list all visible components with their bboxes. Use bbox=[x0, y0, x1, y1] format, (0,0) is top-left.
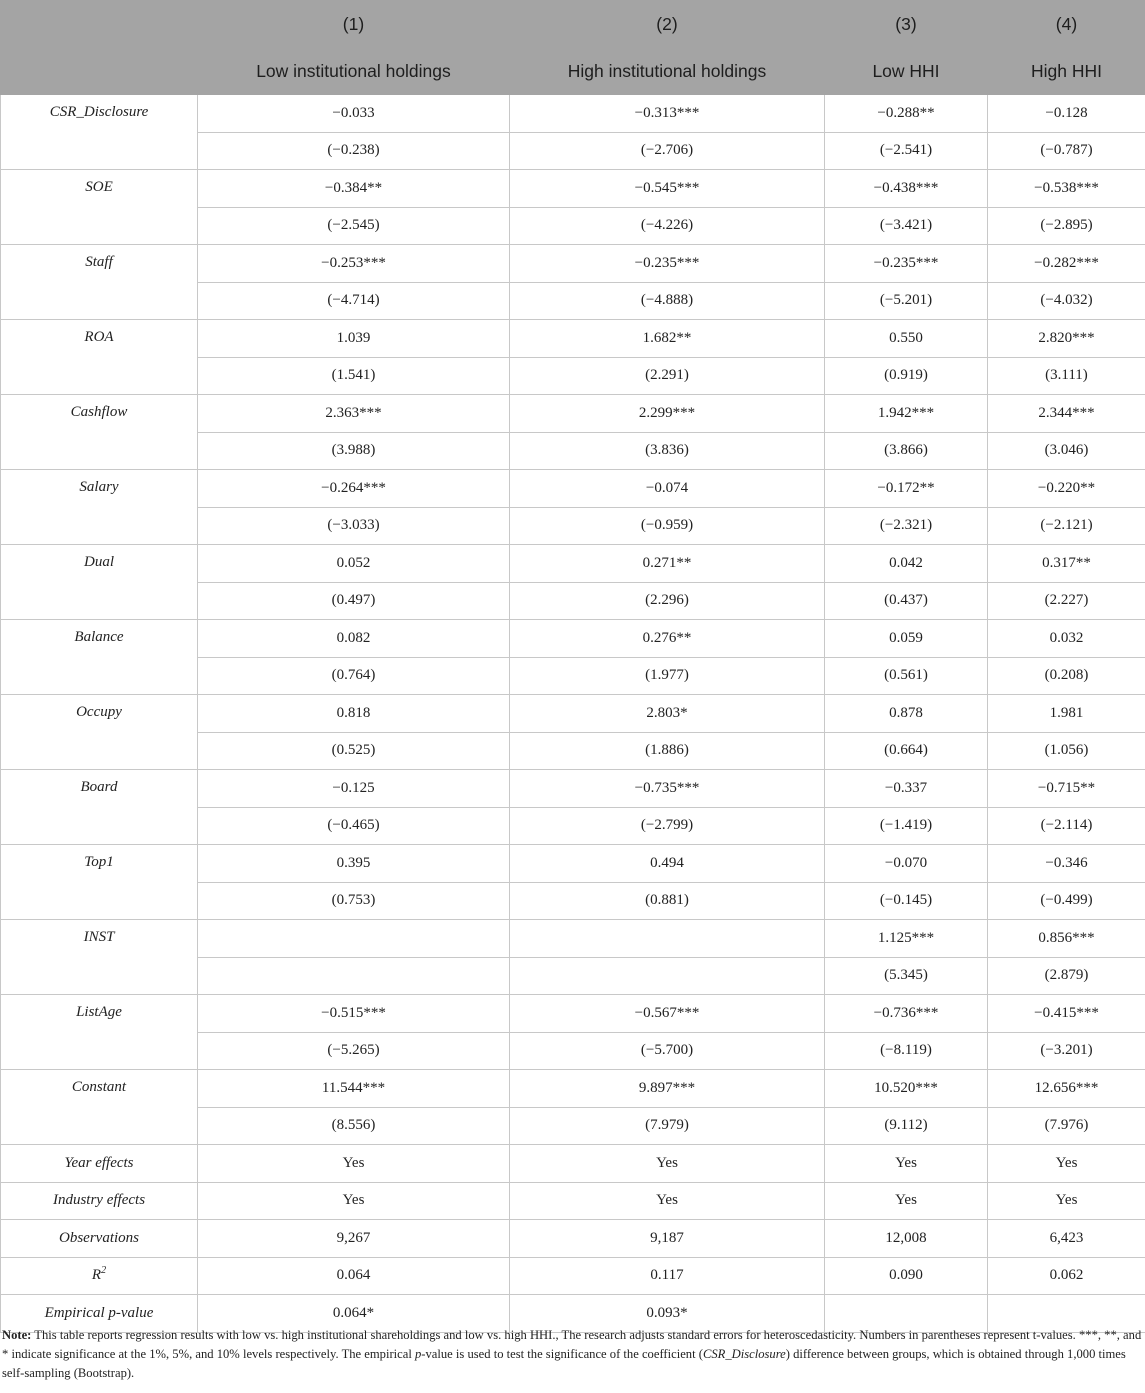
note-text: -value is used to test the significance of the coefficient ( bbox=[421, 1347, 703, 1361]
tstat-cell: (5.345) bbox=[825, 957, 988, 995]
coef-cell: −0.282*** bbox=[988, 245, 1145, 283]
tstat-cell: (3.836) bbox=[510, 432, 825, 470]
summary-value: Yes bbox=[825, 1145, 988, 1183]
coef-cell: 0.818 bbox=[198, 695, 510, 733]
coef-cell: 2.299*** bbox=[510, 395, 825, 433]
coef-cell: 0.042 bbox=[825, 545, 988, 583]
summary-label bbox=[1, 1220, 198, 1258]
tstat-cell: (0.525) bbox=[198, 732, 510, 770]
variable-coef-row bbox=[1, 245, 1145, 283]
table-header bbox=[1, 1, 1145, 95]
summary-label bbox=[1, 1182, 198, 1220]
summary-value: Yes bbox=[198, 1182, 510, 1220]
tstat-cell bbox=[198, 957, 510, 995]
tstat-cell: (−2.799) bbox=[510, 807, 825, 845]
tstat-cell: (−5.700) bbox=[510, 1032, 825, 1070]
variable-name: Top1 bbox=[1, 845, 198, 920]
variable-coef-row bbox=[1, 770, 1145, 808]
note-label: Note: bbox=[2, 1328, 32, 1342]
coef-cell: −0.538*** bbox=[988, 170, 1145, 208]
column-label: Low HHI bbox=[825, 48, 988, 95]
column-number: (3) bbox=[825, 1, 988, 48]
table-body bbox=[1, 95, 1145, 1333]
column-number: (1) bbox=[198, 1, 510, 48]
coef-cell: 2.363*** bbox=[198, 395, 510, 433]
tstat-cell: (0.561) bbox=[825, 657, 988, 695]
tstat-cell: (−8.119) bbox=[825, 1032, 988, 1070]
coef-cell: 1.125*** bbox=[825, 920, 988, 958]
variable-coef-row bbox=[1, 695, 1145, 733]
variable-name: Occupy bbox=[1, 695, 198, 770]
coef-cell: 2.820*** bbox=[988, 320, 1145, 358]
coef-cell: −0.125 bbox=[198, 770, 510, 808]
tstat-cell: (−5.201) bbox=[825, 282, 988, 320]
column-number: (2) bbox=[510, 1, 825, 48]
summary-value: 9,267 bbox=[198, 1220, 510, 1258]
summary-row bbox=[1, 1257, 1145, 1295]
coef-cell: −0.172** bbox=[825, 470, 988, 508]
note-text: ) difference between groups, which is obtained through 1,000 times self-sampling (Bootstrap). bbox=[2, 1347, 1126, 1380]
variable-coef-row bbox=[1, 470, 1145, 508]
tstat-cell: (−5.265) bbox=[198, 1032, 510, 1070]
coef-cell: 0.032 bbox=[988, 620, 1145, 658]
tstat-cell: (0.919) bbox=[825, 357, 988, 395]
tstat-cell: (0.881) bbox=[510, 882, 825, 920]
variable-coef-row bbox=[1, 920, 1145, 958]
variable-name: CSR_Disclosure bbox=[1, 95, 198, 170]
coef-cell: −0.235*** bbox=[510, 245, 825, 283]
coef-cell: −0.074 bbox=[510, 470, 825, 508]
summary-value: 6,423 bbox=[988, 1220, 1145, 1258]
coef-cell: 0.550 bbox=[825, 320, 988, 358]
column-label: Low institutional holdings bbox=[198, 48, 510, 95]
variable-name: Board bbox=[1, 770, 198, 845]
tstat-cell: (−2.321) bbox=[825, 507, 988, 545]
variable-coef-row bbox=[1, 995, 1145, 1033]
tstat-cell: (0.753) bbox=[198, 882, 510, 920]
summary-row bbox=[1, 1220, 1145, 1258]
tstat-cell: (−3.033) bbox=[198, 507, 510, 545]
tstat-cell: (3.046) bbox=[988, 432, 1145, 470]
tstat-cell: (1.886) bbox=[510, 732, 825, 770]
coef-cell: 10.520*** bbox=[825, 1070, 988, 1108]
tstat-cell: (−0.959) bbox=[510, 507, 825, 545]
tstat-cell bbox=[510, 957, 825, 995]
summary-value: 0.062 bbox=[988, 1257, 1145, 1295]
variable-coef-row bbox=[1, 545, 1145, 583]
note-italic: CSR_Disclosure bbox=[702, 1347, 786, 1361]
tstat-cell: (−2.706) bbox=[510, 132, 825, 170]
coef-cell: 0.082 bbox=[198, 620, 510, 658]
variable-coef-row bbox=[1, 845, 1145, 883]
summary-label-text: Empirical p-value bbox=[44, 1304, 154, 1321]
tstat-cell: (3.111) bbox=[988, 357, 1145, 395]
tstat-cell: (−0.499) bbox=[988, 882, 1145, 920]
tstat-cell: (0.208) bbox=[988, 657, 1145, 695]
variable-name: Salary bbox=[1, 470, 198, 545]
column-label: High HHI bbox=[988, 48, 1145, 95]
tstat-cell: (−4.888) bbox=[510, 282, 825, 320]
tstat-cell: (1.977) bbox=[510, 657, 825, 695]
coef-cell: −0.346 bbox=[988, 845, 1145, 883]
coef-cell: 1.942*** bbox=[825, 395, 988, 433]
coef-cell: 0.494 bbox=[510, 845, 825, 883]
summary-label-text: Year effects bbox=[64, 1154, 134, 1171]
coef-cell: 0.395 bbox=[198, 845, 510, 883]
coef-cell: −0.735*** bbox=[510, 770, 825, 808]
tstat-cell: (9.112) bbox=[825, 1107, 988, 1145]
tstat-cell: (−2.541) bbox=[825, 132, 988, 170]
note-italic: p bbox=[415, 1347, 422, 1361]
table-note bbox=[2, 1326, 1142, 1383]
summary-value: 0.093* bbox=[510, 1295, 825, 1333]
tstat-cell: (8.556) bbox=[198, 1107, 510, 1145]
tstat-cell: (2.291) bbox=[510, 357, 825, 395]
variable-coef-row bbox=[1, 1070, 1145, 1108]
summary-value: Yes bbox=[988, 1145, 1145, 1183]
coef-cell: −0.415*** bbox=[988, 995, 1145, 1033]
coef-cell: −0.567*** bbox=[510, 995, 825, 1033]
coef-cell: 0.856*** bbox=[988, 920, 1145, 958]
tstat-cell: (−4.226) bbox=[510, 207, 825, 245]
coef-cell: 0.276** bbox=[510, 620, 825, 658]
tstat-cell: (0.764) bbox=[198, 657, 510, 695]
tstat-cell: (1.056) bbox=[988, 732, 1145, 770]
variable-name: Dual bbox=[1, 545, 198, 620]
tstat-cell: (−0.787) bbox=[988, 132, 1145, 170]
header-corner bbox=[1, 48, 198, 95]
tstat-cell: (−0.145) bbox=[825, 882, 988, 920]
column-label: High institutional holdings bbox=[510, 48, 825, 95]
variable-name: Cashflow bbox=[1, 395, 198, 470]
tstat-cell: (2.227) bbox=[988, 582, 1145, 620]
coef-cell: −0.253*** bbox=[198, 245, 510, 283]
coef-cell: 11.544*** bbox=[198, 1070, 510, 1108]
coef-cell: 0.878 bbox=[825, 695, 988, 733]
coef-cell: 1.039 bbox=[198, 320, 510, 358]
variable-name: ROA bbox=[1, 320, 198, 395]
tstat-cell: (−2.895) bbox=[988, 207, 1145, 245]
tstat-cell: (2.879) bbox=[988, 957, 1145, 995]
summary-value: Yes bbox=[510, 1182, 825, 1220]
summary-label-text: Observations bbox=[59, 1229, 139, 1246]
coef-cell: 0.059 bbox=[825, 620, 988, 658]
summary-label-text: Industry effects bbox=[52, 1192, 146, 1209]
coef-cell: −0.220** bbox=[988, 470, 1145, 508]
variable-name: INST bbox=[1, 920, 198, 995]
variable-name: Constant bbox=[1, 1070, 198, 1145]
tstat-cell: (−2.545) bbox=[198, 207, 510, 245]
coef-cell: 0.317** bbox=[988, 545, 1145, 583]
tstat-cell: (−3.421) bbox=[825, 207, 988, 245]
summary-value: 9,187 bbox=[510, 1220, 825, 1258]
summary-value: Yes bbox=[198, 1145, 510, 1183]
coef-cell: −0.515*** bbox=[198, 995, 510, 1033]
summary-value: Yes bbox=[988, 1182, 1145, 1220]
tstat-cell: (−3.201) bbox=[988, 1032, 1145, 1070]
coef-cell: 9.897*** bbox=[510, 1070, 825, 1108]
tstat-cell: (−2.121) bbox=[988, 507, 1145, 545]
tstat-cell: (3.988) bbox=[198, 432, 510, 470]
note-text: This table reports regression results with low vs. high institutional shareholdings and low vs. high HHI., The research adjusts standard errors for heteroscedasticity. Numbers in parentheses represent t-values. ***, **, and * indicate significance at the 1%, 5%, and 10% levels respectively. The empirical bbox=[2, 1328, 1142, 1361]
variable-coef-row bbox=[1, 620, 1145, 658]
tstat-cell: (7.979) bbox=[510, 1107, 825, 1145]
tstat-cell: (3.866) bbox=[825, 432, 988, 470]
coef-cell: −0.033 bbox=[198, 95, 510, 133]
tstat-cell: (0.437) bbox=[825, 582, 988, 620]
tstat-cell: (−1.419) bbox=[825, 807, 988, 845]
summary-value: 0.064* bbox=[198, 1295, 510, 1333]
coef-cell: −0.264*** bbox=[198, 470, 510, 508]
variable-name: SOE bbox=[1, 170, 198, 245]
coef-cell: −0.235*** bbox=[825, 245, 988, 283]
summary-value: 12,008 bbox=[825, 1220, 988, 1258]
summary-value: 0.064 bbox=[198, 1257, 510, 1295]
coef-cell: 1.682** bbox=[510, 320, 825, 358]
coef-cell: −0.715** bbox=[988, 770, 1145, 808]
coef-cell: −0.545*** bbox=[510, 170, 825, 208]
tstat-cell: (0.664) bbox=[825, 732, 988, 770]
summary-row bbox=[1, 1145, 1145, 1183]
tstat-cell: (−0.238) bbox=[198, 132, 510, 170]
summary-label bbox=[1, 1145, 198, 1183]
coef-cell: 1.981 bbox=[988, 695, 1145, 733]
coef-cell bbox=[198, 920, 510, 958]
variable-name: Staff bbox=[1, 245, 198, 320]
summary-value: 0.090 bbox=[825, 1257, 988, 1295]
coef-cell: 0.052 bbox=[198, 545, 510, 583]
variable-name: Balance bbox=[1, 620, 198, 695]
coef-cell: −0.736*** bbox=[825, 995, 988, 1033]
coef-cell: −0.438*** bbox=[825, 170, 988, 208]
header-row-labels bbox=[1, 48, 1145, 95]
column-number: (4) bbox=[988, 1, 1145, 48]
coef-cell bbox=[510, 920, 825, 958]
variable-coef-row bbox=[1, 320, 1145, 358]
summary-value: 0.117 bbox=[510, 1257, 825, 1295]
summary-label-text: R bbox=[91, 1267, 102, 1284]
coef-cell: −0.313*** bbox=[510, 95, 825, 133]
tstat-cell: (−4.032) bbox=[988, 282, 1145, 320]
coef-cell: −0.288** bbox=[825, 95, 988, 133]
header-row-numbers bbox=[1, 1, 1145, 48]
summary-row bbox=[1, 1182, 1145, 1220]
tstat-cell: (−4.714) bbox=[198, 282, 510, 320]
coef-cell: −0.337 bbox=[825, 770, 988, 808]
tstat-cell: (7.976) bbox=[988, 1107, 1145, 1145]
coef-cell: 2.344*** bbox=[988, 395, 1145, 433]
tstat-cell: (−2.114) bbox=[988, 807, 1145, 845]
coef-cell: 0.271** bbox=[510, 545, 825, 583]
summary-label-superscript: 2 bbox=[101, 1265, 107, 1277]
summary-label bbox=[1, 1257, 198, 1295]
tstat-cell: (1.541) bbox=[198, 357, 510, 395]
summary-value: Yes bbox=[825, 1182, 988, 1220]
coef-cell: −0.384** bbox=[198, 170, 510, 208]
coef-cell: 12.656*** bbox=[988, 1070, 1145, 1108]
header-corner bbox=[1, 1, 198, 48]
variable-coef-row bbox=[1, 170, 1145, 208]
tstat-cell: (−0.465) bbox=[198, 807, 510, 845]
variable-name: ListAge bbox=[1, 995, 198, 1070]
coef-cell: 2.803* bbox=[510, 695, 825, 733]
tstat-cell: (2.296) bbox=[510, 582, 825, 620]
coef-cell: −0.128 bbox=[988, 95, 1145, 133]
variable-coef-row bbox=[1, 95, 1145, 133]
coef-cell: −0.070 bbox=[825, 845, 988, 883]
variable-coef-row bbox=[1, 395, 1145, 433]
summary-value: Yes bbox=[510, 1145, 825, 1183]
tstat-cell: (0.497) bbox=[198, 582, 510, 620]
